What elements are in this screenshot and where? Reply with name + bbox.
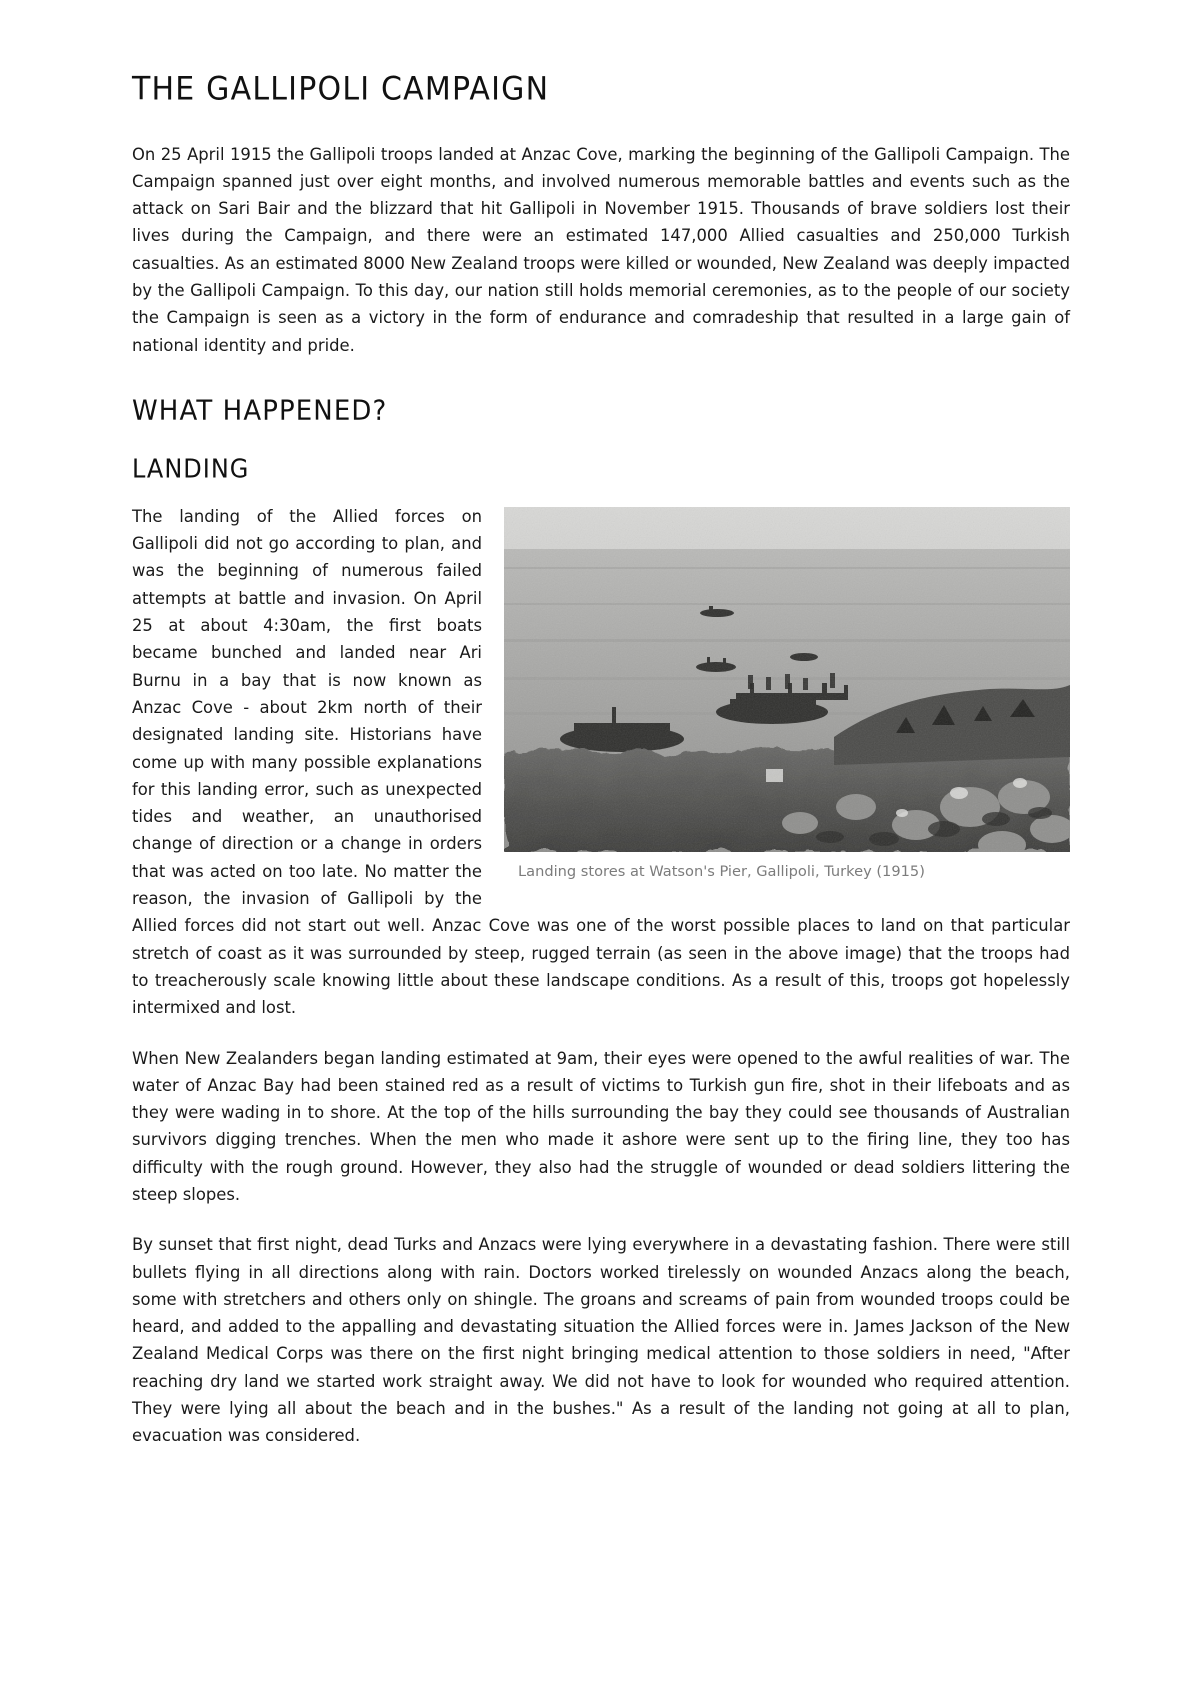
intro-paragraph: On 25 April 1915 the Gallipoli troops landed at Anzac Cove, marking the beginning of the Gallipoli Campaign. The Campaign spanned just over eight months, and involved numerous memorable battles and events such as the attack on Sari Bair and the blizzard that hit Gallipoli in November 1915. Thousands of brave soldiers lost their lives during the Campaign, and there were an estimated 147,000 Allied casualties and 250,000 Turkish casualties. As an estimated 8000 New Zealand troops were killed or wounded, New Zealand was deeply impacted by the Gallipoli Campaign. To this day, our nation still holds memorial ceremonies, as to the people of our society the Campaign is seen as a victory in the form of endurance and comradeship that resulted in a large gain of national identity and pride.: [132, 144, 1070, 355]
landing-paragraph: The landing of the Allied forces on Gallipoli did not go according to plan, and was the beginning of numerous failed attempts at battle and invasion. On April 25 at about 4:30am, the first boats became bunched and landed near Ari Burnu in a bay that is now known as Anzac Cove - about 2km north of their designated landing site. Historians have come up with many possible explanations for this landing error, such as unexpected tides and weather, an unauthorised change of direction or a change in orders that was acted on too late. No matter the reason, the invasion of Gallipoli by the Allied forces did not start out well. Anzac Cove was one of the worst possible places to land on that particular stretch of coast as it was surrounded by steep, rugged terrain (as seen in the above image) that the troops had to treacherously scale knowing little about these landscape conditions. As a result of this, troops got hopelessly intermixed and lost.: [132, 506, 1070, 1018]
sunset-paragraph: By sunset that first night, dead Turks and Anzacs were lying everywhere in a devastating fashion. There were still bullets flying in all directions along with rain. Doctors worked tirelessly on wounded Anzacs along the beach, some with stretchers and others only on shingle. The groans and screams of pain from wounded troops could be heard, and added to the appalling and devastating situation the Allied forces were in. James Jackson of the New Zealand Medical Corps was there on the first night bringing medical attention to those soldiers in need, "After reaching dry land we started work straight away. We did not have to look for wounded who required attention. They were lying all about the beach and in the bushes." As a result of the landing not going at all to plan, evacuation was considered.: [132, 1235, 1070, 1446]
section-heading-landing: LANDING: [132, 454, 250, 484]
photo-illustration: [504, 507, 1070, 852]
landing-section: [132, 503, 1070, 1045]
figure-watsons-pier: [504, 507, 1070, 882]
historical-photo: [504, 507, 1070, 852]
figure-caption: Landing stores at Watson's Pier, Gallipoli, Turkey (1915): [518, 862, 925, 880]
section-heading-what-happened: WHAT HAPPENED?: [132, 394, 388, 427]
page-title: THE GALLIPOLI CAMPAIGN: [132, 70, 550, 109]
new-zealanders-paragraph: When New Zealanders began landing estimated at 9am, their eyes were opened to the awful realities of war. The water of Anzac Bay had been stained red as a result of victims to Turkish gun fire, shot in their lifeboats and as they were wading in to shore. At the top of the hills surrounding the bay they could see thousands of Australian survivors digging trenches. When the men who made it ashore were sent up to the firing line, they too has difficulty with the rough ground. However, they also had the struggle of wounded or dead soldiers littering the steep slopes.: [132, 1048, 1070, 1204]
